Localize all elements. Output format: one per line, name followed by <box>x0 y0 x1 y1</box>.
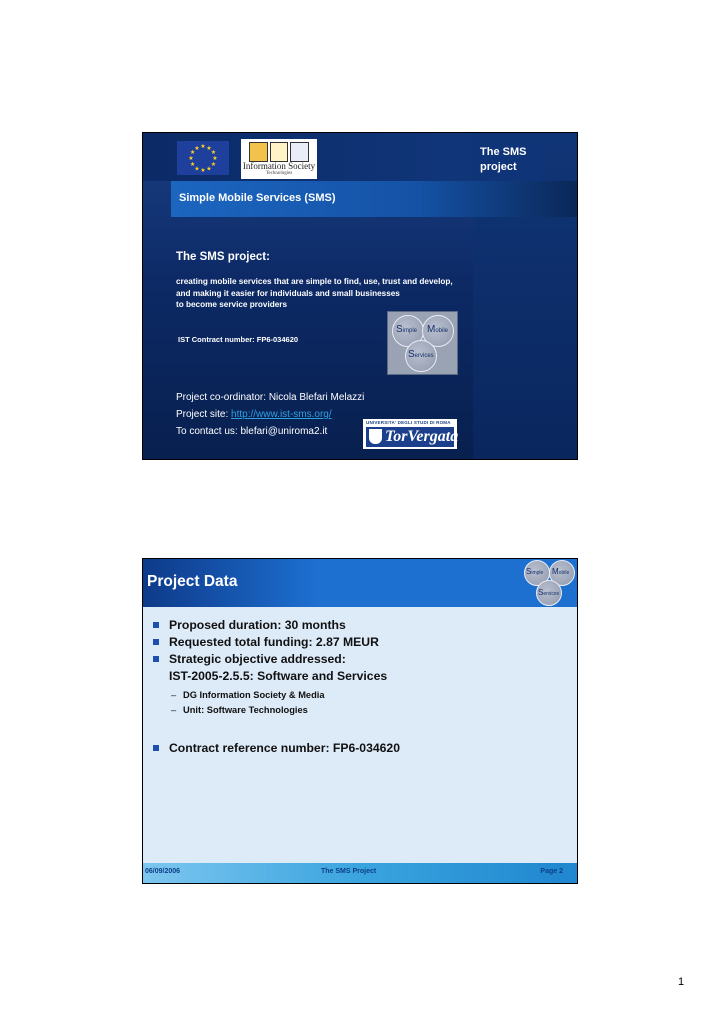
shield-icon <box>369 429 382 444</box>
sub-item: – Unit: Software Technologies <box>169 703 553 718</box>
bullet-square-icon <box>153 639 159 645</box>
logo-initial: S <box>408 349 415 360</box>
logo-word: imple <box>402 328 418 334</box>
bullet-text: Strategic objective addressed: <box>169 652 346 666</box>
logo-word: ervices <box>543 591 560 597</box>
bullet-list <box>153 617 553 757</box>
contact-block <box>176 389 364 440</box>
star-icon: ★ <box>200 144 206 151</box>
sms-logo <box>387 311 458 375</box>
bullet-text: IST-2005-2.5.5: Software and Services <box>169 669 388 683</box>
logo-simple <box>396 324 417 335</box>
bullet-square-icon <box>153 622 159 628</box>
coordinator: Project co-ordinator: Nicola Blefari Melazzi <box>176 392 365 403</box>
sub-item: – DG Information Society & Media <box>169 688 553 703</box>
subtitle-band <box>171 181 578 217</box>
logo-word: obile <box>558 570 570 576</box>
header-title-text: The SMS project <box>480 146 527 173</box>
project-description <box>176 276 516 311</box>
project-heading: The SMS project: <box>176 251 270 263</box>
sms-logo <box>521 559 578 607</box>
is-logo-text: Information Society <box>242 161 316 171</box>
bullet-text: Contract reference number: FP6-034620 <box>169 741 400 755</box>
tor-vergata-logo <box>363 419 457 449</box>
bullet-square-icon <box>153 656 159 662</box>
header-title <box>474 143 542 181</box>
star-icon: ★ <box>189 150 196 157</box>
description-line: and making it easier for individuals and small businesses <box>176 288 400 298</box>
logo-services <box>408 349 434 360</box>
star-icon: ★ <box>206 145 212 152</box>
star-icon: ★ <box>212 156 218 163</box>
logo-mobile <box>552 567 569 576</box>
star-icon: ★ <box>194 145 200 152</box>
star-icon: ★ <box>194 166 200 173</box>
tv-logo-name: TorVergata <box>385 428 459 445</box>
project-site-link[interactable]: http://www.ist-sms.org/ <box>231 409 332 420</box>
logo-box-icon <box>270 142 289 162</box>
eu-flag-icon <box>177 141 229 175</box>
logo-services <box>538 588 559 597</box>
logo-initial: S <box>538 588 544 597</box>
star-icon: ★ <box>189 162 196 169</box>
page-number: 1 <box>678 976 685 988</box>
tv-logo-top: UNIVERSITA' DEGLI STUDI DI ROMA <box>366 420 451 425</box>
contract-number: IST Contract number: FP6-034620 <box>178 335 299 344</box>
bullet-square-icon <box>153 745 159 751</box>
logo-initial: S <box>396 324 403 335</box>
sub-list <box>169 688 553 718</box>
project-site <box>176 406 364 423</box>
logo-box-icon <box>290 142 309 162</box>
subtitle: Simple Mobile Services (SMS) <box>179 192 336 204</box>
footer-title: The SMS Project <box>321 868 377 875</box>
logo-mobile <box>427 324 448 335</box>
description-line: to become service providers <box>176 300 288 309</box>
list-item <box>153 617 553 634</box>
list-item <box>153 651 553 718</box>
logo-word: imple <box>531 570 544 576</box>
logo-box-icon <box>249 142 268 162</box>
footer-page: Page 2 <box>540 868 563 875</box>
title-slide <box>142 132 578 460</box>
logo-initial: M <box>552 567 559 576</box>
logo-initial: M <box>427 324 436 335</box>
list-item <box>153 634 553 651</box>
slide-title: Project Data <box>147 573 238 590</box>
footer-date: 06/09/2006 <box>145 868 181 875</box>
slide-footer <box>143 863 577 883</box>
slide-header <box>143 559 577 607</box>
logo-initial: S <box>526 567 532 576</box>
logo-word: ervices <box>414 353 434 359</box>
description-line: creating mobile services that are simple to find, use, trust and develop, <box>176 277 453 286</box>
star-icon: ★ <box>200 168 206 175</box>
list-item <box>153 740 553 757</box>
site-label: Project site: <box>176 409 232 420</box>
bullet-text: Requested total funding: 2.87 MEUR <box>169 635 379 649</box>
star-icon: ★ <box>188 156 194 163</box>
logo-simple <box>526 567 543 576</box>
star-icon: ★ <box>206 166 212 173</box>
project-data-slide <box>142 558 578 884</box>
contact-email: To contact us: blefari@uniroma2.it <box>176 426 328 437</box>
logo-word: obile <box>435 328 449 334</box>
is-logo-subtext: Technologies <box>265 171 293 176</box>
star-icon: ★ <box>210 150 217 157</box>
information-society-logo <box>241 139 317 179</box>
bullet-text: Proposed duration: 30 months <box>169 618 346 632</box>
star-icon: ★ <box>210 162 217 169</box>
